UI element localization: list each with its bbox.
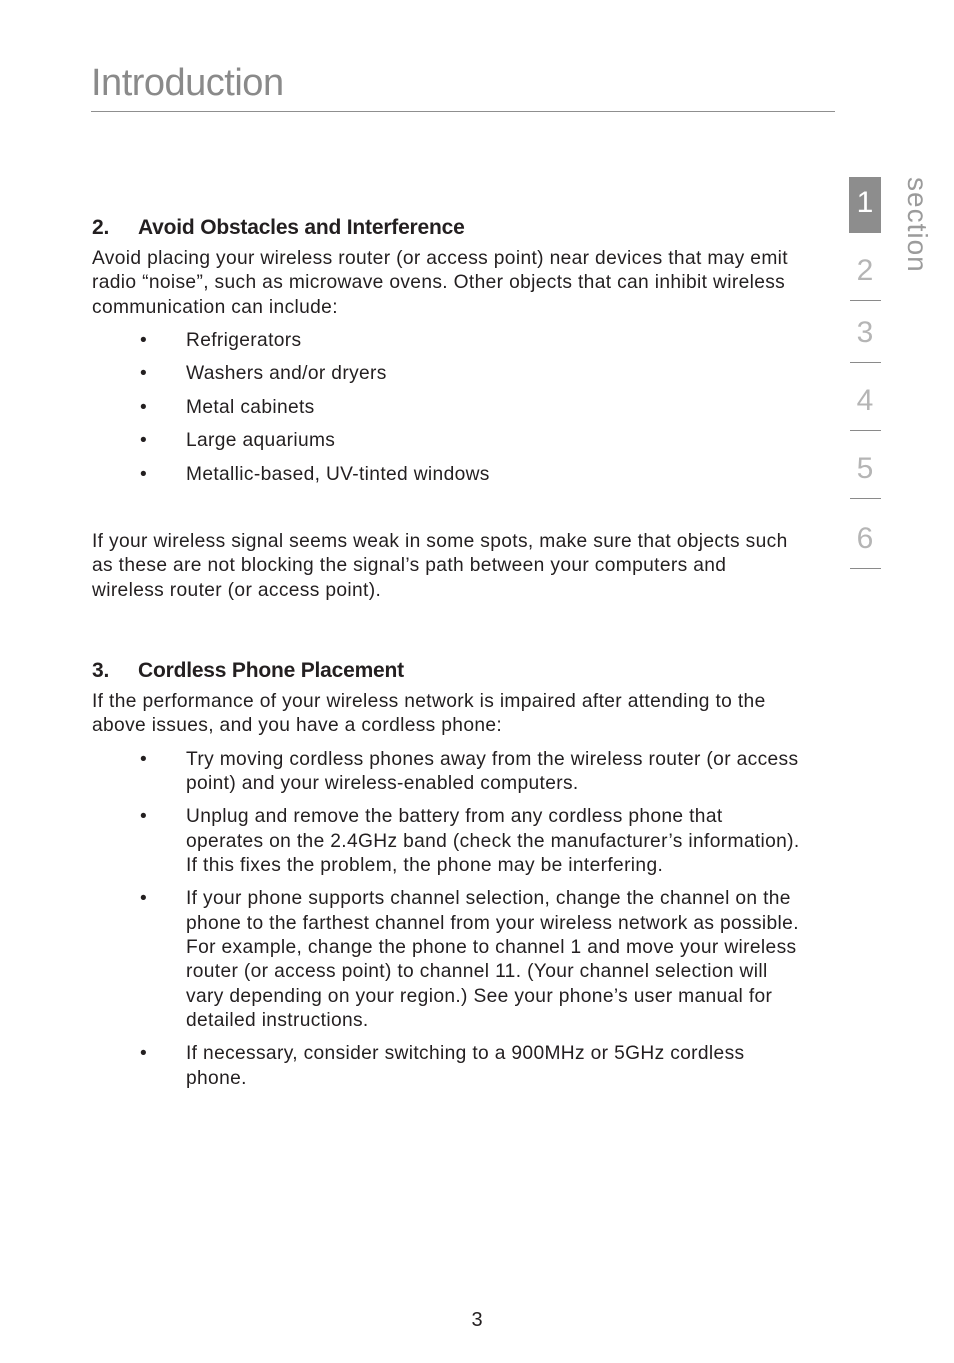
- section-tab-divider: [850, 300, 881, 301]
- section-tab-number: 3: [856, 316, 874, 349]
- list-item: [92, 887, 804, 1033]
- section-tab-number: 6: [856, 522, 874, 555]
- heading-title: Cordless Phone Placement: [138, 659, 404, 683]
- paragraph: If your wireless signal seems weak in some spots, make sure that objects such as these are not blocking the signal’s path between your computers and wireless router (or access point).: [92, 531, 788, 601]
- bullet-icon: •: [140, 463, 148, 485]
- list-item-text: Washers and/or dryers: [186, 363, 387, 385]
- main-content: [92, 213, 804, 1100]
- paragraph: Avoid placing your wireless router (or access point) near devices that may emit radio “noise”, such as microwave ovens. Other objects that can inhibit wireless communication can include:: [92, 248, 788, 318]
- bullet-icon: •: [140, 806, 148, 828]
- section-tab-1[interactable]: [849, 177, 881, 233]
- section-heading: [92, 656, 804, 686]
- list-item-text: Try moving cordless phones away from the wireless router (or access point) and your wireless-enabled computers.: [186, 748, 799, 794]
- bullet-list: [92, 329, 804, 487]
- bullet-icon: •: [140, 329, 148, 351]
- section-tab-5[interactable]: [849, 443, 881, 499]
- section-heading: [92, 213, 804, 243]
- section-tab-divider: [850, 362, 881, 363]
- page-number: 3: [471, 1309, 483, 1331]
- list-item-text: If necessary, consider switching to a 900MHz or 5GHz cordless phone.: [186, 1043, 745, 1089]
- list-item: [92, 1042, 804, 1091]
- section-tab-divider: [850, 430, 881, 431]
- section-tab-divider: [850, 568, 881, 569]
- list-item: [92, 396, 804, 420]
- title-divider: [91, 111, 835, 112]
- list-item-text: Refrigerators: [186, 329, 302, 351]
- section-tab-6[interactable]: [849, 513, 881, 569]
- bullet-icon: •: [140, 363, 148, 385]
- list-item: [92, 329, 804, 353]
- section-tab-3[interactable]: [849, 307, 881, 363]
- page-title: Introduction: [91, 62, 284, 104]
- section-obstacles: [92, 213, 804, 603]
- bullet-icon: •: [140, 396, 148, 418]
- heading-title: Avoid Obstacles and Interference: [138, 216, 465, 239]
- section-tab-number: 2: [856, 254, 874, 287]
- section-tab-2[interactable]: [849, 245, 881, 301]
- bullet-icon: •: [140, 430, 148, 452]
- list-item: [92, 463, 804, 487]
- section-label: section: [902, 177, 933, 273]
- heading-number: 3.: [92, 659, 110, 683]
- bullet-icon: •: [140, 888, 148, 910]
- list-item-text: Large aquariums: [186, 430, 336, 452]
- section-navigation: [849, 175, 933, 585]
- section-cordless-phone: [92, 656, 804, 1091]
- section-tab-number: 4: [856, 384, 874, 417]
- section-tab-divider: [850, 498, 881, 499]
- list-item: [92, 748, 804, 797]
- section-tab-4[interactable]: [849, 375, 881, 431]
- list-item-text: Metal cabinets: [186, 396, 315, 418]
- list-item: [92, 429, 804, 453]
- bullet-icon: •: [140, 1043, 148, 1065]
- list-item: [92, 362, 804, 386]
- list-item-text: Metallic-based, UV-tinted windows: [186, 463, 490, 485]
- list-item-text: Unplug and remove the battery from any cordless phone that operates on the 2.4GHz band (check the manufacturer’s information). If this fixes the problem, the phone may be interfering.: [186, 806, 800, 876]
- section-tab-number: 1: [856, 186, 874, 219]
- list-item: [92, 805, 804, 878]
- paragraph: If the performance of your wireless network is impaired after attending to the above issues, and you have a cordless phone:: [92, 691, 766, 737]
- bullet-icon: •: [140, 748, 148, 770]
- heading-number: 2.: [92, 216, 110, 239]
- section-tab-number: 5: [856, 452, 874, 485]
- list-item-text: If your phone supports channel selection, change the channel on the phone to the farthest channel from your wireless network as possible. For example, change the phone to channel 1 and move your wireless router (or access point) to channel 11. (Your channel selection will vary depending on your region.) See your phone’s user manual for detailed instructions.: [186, 888, 799, 1031]
- bullet-list: [92, 748, 804, 1091]
